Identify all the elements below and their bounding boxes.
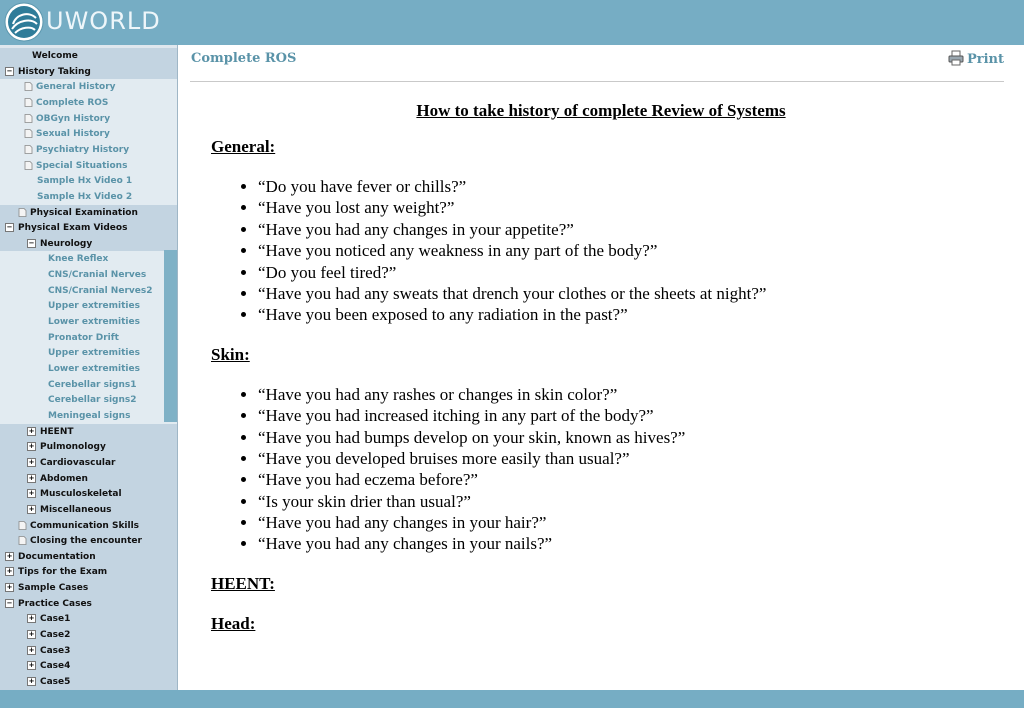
page-icon [24, 82, 33, 91]
sidebar-item-label: CNS/Cranial Nerves2 [48, 285, 153, 296]
sidebar-item[interactable] [0, 502, 112, 518]
sidebar-submenu-scrollbar[interactable] [164, 250, 177, 422]
sidebar-item[interactable] [0, 361, 140, 377]
sidebar-item-label: OBGyn History [36, 113, 111, 124]
page-icon [24, 98, 33, 107]
sidebar-item-label: Communication Skills [30, 520, 140, 531]
question-list [178, 384, 1024, 555]
sidebar-item-label: Sample Cases [18, 583, 89, 594]
collapse-icon[interactable]: − [6, 598, 13, 607]
sidebar-nav [0, 45, 178, 690]
collapse-icon[interactable]: − [6, 223, 13, 232]
sidebar-item-label: HEENT [40, 426, 74, 437]
list-item: • “Have you had eczema before?” [258, 469, 1024, 490]
sidebar-item-label: Documentation [18, 551, 96, 562]
sidebar-item-label: Case2 [40, 630, 71, 641]
sidebar-item[interactable] [0, 455, 115, 471]
sidebar-item-label: Pronator Drift [48, 332, 119, 343]
section-heading: Head: [211, 613, 256, 633]
list-item: • “Do you have fever or chills?” [258, 176, 1024, 197]
sidebar-item[interactable] [0, 251, 108, 267]
sidebar-item-label: Upper extremities [48, 348, 140, 359]
sidebar-item[interactable] [0, 627, 70, 643]
expand-icon[interactable]: + [28, 614, 35, 623]
sidebar-item[interactable] [0, 408, 130, 424]
expand-icon[interactable]: + [28, 489, 35, 498]
expand-icon[interactable]: + [28, 645, 35, 654]
list-item: • “Have you had any changes in your appetite?” [258, 219, 1024, 240]
sidebar-item-label: Closing the encounter [30, 536, 142, 547]
sidebar-item[interactable] [0, 173, 132, 189]
sidebar-item[interactable] [0, 79, 116, 95]
expand-icon[interactable]: + [6, 551, 13, 560]
page-icon [24, 129, 33, 138]
sidebar-item-label: Welcome [32, 51, 78, 61]
sidebar-item-label: Lower extremities [48, 364, 140, 374]
page-icon [18, 536, 27, 545]
sidebar-item-label: Cardiovascular [40, 457, 116, 468]
document-heading: How to take history of complete Review of Systems [416, 101, 786, 120]
list-item: • “Have you had any changes in your hair?” [258, 512, 1024, 533]
page-icon [24, 161, 33, 170]
list-item: • “Have you had any rashes or changes in skin color?” [258, 384, 1024, 405]
sidebar-item-label: Meningeal signs [48, 410, 131, 421]
list-item: • “Do you feel tired?” [258, 262, 1024, 283]
page-title: Complete ROS [191, 51, 297, 66]
sidebar-item[interactable] [0, 189, 132, 205]
expand-icon[interactable]: + [6, 583, 13, 592]
sidebar-item[interactable] [0, 330, 119, 346]
section-heading: Skin: [211, 344, 250, 364]
sidebar-item-label: Upper extremities [48, 301, 140, 312]
list-item: • “Have you had any sweats that drench your clothes or the sheets at night?” [258, 283, 1024, 304]
sidebar-item-label: Physical Examination [30, 207, 138, 218]
sidebar-item[interactable] [0, 126, 110, 142]
sidebar-item-label: Cerebellar signs2 [48, 395, 137, 406]
sidebar-item[interactable] [0, 345, 140, 361]
sidebar-item[interactable] [0, 486, 122, 502]
sidebar-item-label: Sexual History [36, 129, 110, 140]
list-item: • “Have you been exposed to any radiation in the past?” [258, 304, 1024, 325]
expand-icon[interactable]: + [6, 567, 13, 576]
sidebar-item[interactable] [0, 424, 74, 440]
list-item: • “Is your skin drier than usual?” [258, 491, 1024, 512]
sidebar-item-label: Physical Exam Videos [18, 223, 128, 234]
list-item: • “Have you noticed any weakness in any part of the body?” [258, 240, 1024, 261]
sidebar-item-label: Case1 [40, 614, 71, 625]
sidebar-item-label: Complete ROS [36, 97, 109, 108]
sidebar-item[interactable] [0, 564, 107, 580]
expand-icon[interactable]: + [28, 677, 35, 685]
sidebar-item[interactable] [0, 267, 146, 283]
collapse-icon[interactable]: − [28, 238, 35, 247]
list-item: • “Have you lost any weight?” [258, 197, 1024, 218]
sidebar-item[interactable] [0, 674, 70, 690]
sidebar-item-label: History Taking [18, 66, 91, 77]
sidebar-item-label: Psychiatry History [36, 144, 130, 155]
sidebar-item-label: Cerebellar signs1 [48, 379, 137, 390]
sidebar-item[interactable] [0, 111, 110, 127]
sidebar-item[interactable] [0, 48, 78, 64]
sidebar-item[interactable] [0, 205, 138, 221]
collapse-icon[interactable]: − [6, 66, 13, 75]
sidebar-item-label: General History [36, 82, 116, 93]
sidebar-item[interactable] [0, 392, 137, 408]
sidebar-item-label: Sample Hx Video 1 [37, 176, 133, 187]
sidebar-item-label: Knee Reflex [48, 254, 109, 265]
sidebar-item-label: Case4 [40, 661, 71, 672]
sidebar-item-label: Neurology [40, 238, 93, 249]
sidebar-item[interactable] [0, 643, 70, 659]
sidebar-item[interactable] [0, 236, 92, 252]
sidebar-item-label: CNS/Cranial Nerves [48, 270, 147, 281]
sidebar-item-label: Case3 [40, 645, 71, 656]
printer-icon [948, 50, 964, 66]
expand-icon[interactable]: + [28, 457, 35, 466]
list-item: • “Have you had increased itching in any part of the body?” [258, 405, 1024, 426]
sidebar-item-label: Tips for the Exam [18, 567, 108, 578]
sidebar-item[interactable] [0, 549, 96, 565]
expand-icon[interactable]: + [28, 426, 35, 435]
sidebar-item[interactable] [0, 314, 140, 330]
page-icon [18, 208, 27, 217]
sidebar-item-label: Practice Cases [18, 598, 92, 609]
list-item: • “Have you had bumps develop on your skin, known as hives?” [258, 427, 1024, 448]
sidebar-item[interactable] [0, 611, 70, 627]
expand-icon[interactable]: + [28, 473, 35, 482]
sidebar-item[interactable] [0, 596, 92, 612]
sidebar-item-label: Abdomen [40, 473, 88, 484]
print-label: Print [966, 52, 1004, 67]
sidebar-item-label: Case5 [40, 677, 71, 687]
expand-icon[interactable]: + [28, 630, 35, 639]
app-header [0, 0, 1024, 45]
sidebar-item[interactable] [0, 471, 88, 487]
list-item: • “Have you had any changes in your nails?” [258, 533, 1024, 554]
sidebar-item[interactable] [0, 518, 139, 534]
sidebar-item[interactable] [0, 298, 140, 314]
sidebar-item[interactable] [0, 95, 108, 111]
section-heading: HEENT: [211, 573, 275, 593]
sidebar-item[interactable] [0, 439, 106, 455]
expand-icon[interactable]: + [28, 442, 35, 451]
sidebar-item[interactable] [0, 377, 137, 393]
sidebar-item[interactable] [0, 220, 127, 236]
page-icon [18, 521, 27, 530]
sidebar-item-label: Special Situations [36, 160, 128, 171]
uworld-logo-icon[interactable] [4, 2, 44, 42]
section-heading: General: [211, 137, 276, 156]
print-button[interactable] [948, 50, 1004, 67]
sidebar-item[interactable] [0, 533, 142, 549]
sidebar-item[interactable] [0, 580, 88, 596]
question-list [178, 176, 1024, 326]
sidebar-item[interactable] [0, 283, 152, 299]
page-icon [24, 145, 33, 154]
expand-icon[interactable]: + [28, 661, 35, 670]
sidebar-item[interactable] [0, 142, 129, 158]
sidebar-item[interactable] [0, 158, 127, 174]
sidebar-item-label: Musculoskeletal [40, 489, 122, 500]
sidebar-item-label: Sample Hx Video 2 [37, 191, 133, 202]
sidebar-item-label: Pulmonology [40, 442, 106, 453]
bottom-bar [0, 690, 1024, 708]
list-item: • “Have you developed bruises more easily than usual?” [258, 448, 1024, 469]
main-content [178, 45, 1024, 690]
logo-text: UWORLD [46, 7, 161, 35]
sidebar-item[interactable] [0, 64, 91, 80]
document-body [178, 100, 1024, 653]
page-icon [24, 114, 33, 123]
sidebar-item-label: Lower extremities [48, 317, 140, 328]
title-divider [190, 81, 1004, 82]
sidebar-item[interactable] [0, 658, 70, 674]
expand-icon[interactable]: + [28, 504, 35, 513]
sidebar-item-label: Miscellaneous [40, 504, 112, 515]
